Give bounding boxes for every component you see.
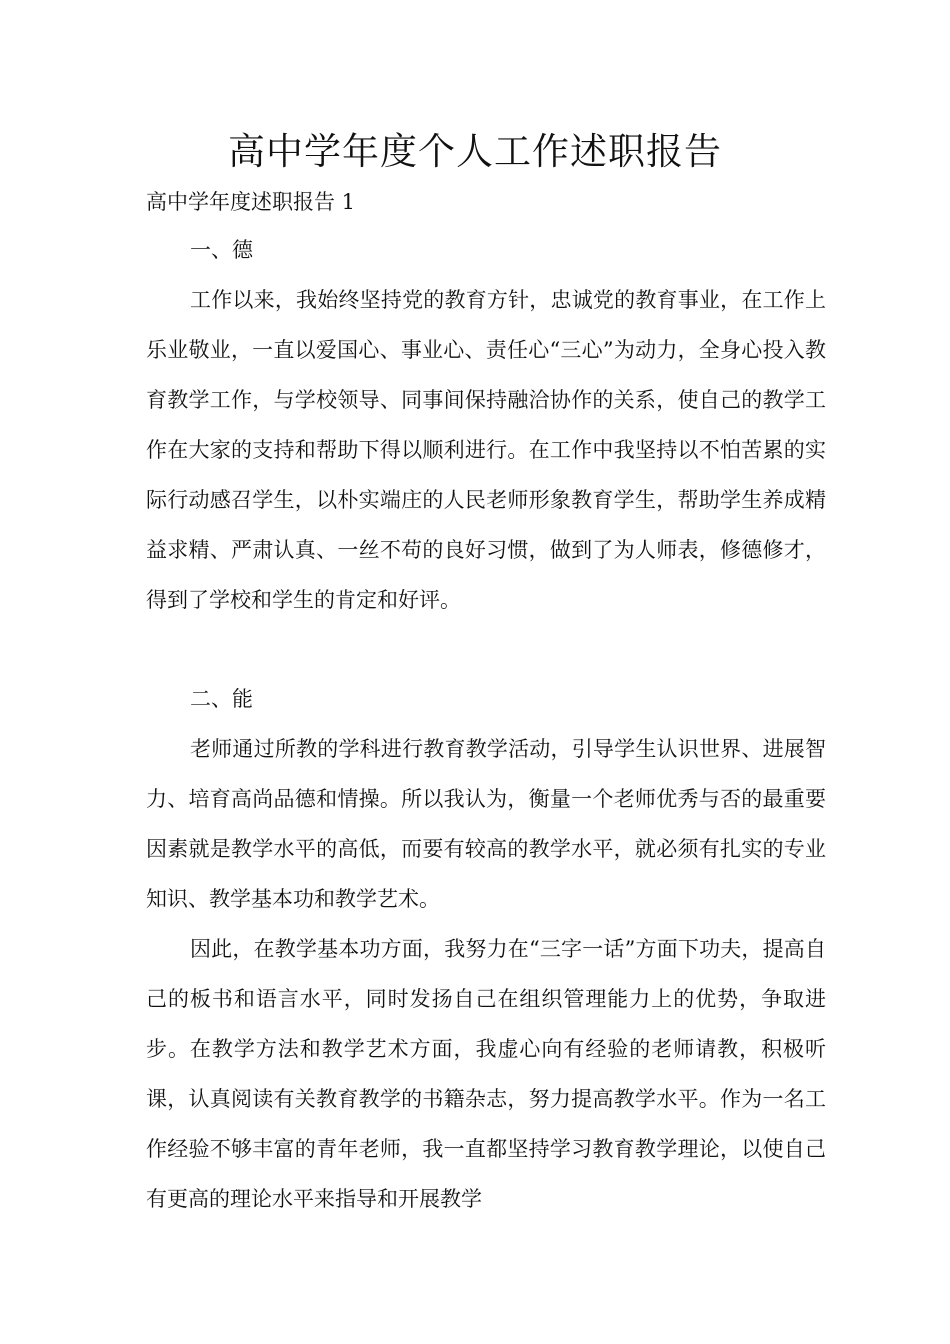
document-title: 高中学年度个人工作述职报告 [228, 130, 722, 173]
paragraph-ability-2: 因此，在教学基本功方面，我努力在“三字一话”方面下功夫，提高自己的板书和语言水平，同时发扬自己在组织管理能力上的优势，争取进步。在教学方法和教学艺术方面，我虚心向有经验的老师请教，积极听课，认真阅读有关教育教学的书籍杂志，努力提高教学水平。作为一名工作经验不够丰富的青年老师，我一直都坚持学习教育教学理论，以使自己有更高的理论水平来指导和开展教学 [146, 937, 826, 1211]
section-heading-ability: 二、能 [190, 687, 253, 711]
report-subtitle: 高中学年度述职报告 1 [146, 190, 356, 214]
paragraph-virtue: 工作以来，我始终坚持党的教育方针，忠诚党的教育事业，在工作上乐业敬业，一直以爱国心、事业心、责任心“三心”为动力，全身心投入教育教学工作，与学校领导、同事间保持融洽协作的关系，使自己的教学工作在大家的支持和帮助下得以顺利进行。在工作中我坚持以不怕苦累的实际行动感召学生，以朴实端庄的人民老师形象教育学生，帮助学生养成精益求精、严肃认真、一丝不苟的良好习惯，做到了为人师表，修德修才，得到了学校和学生的肯定和好评。 [146, 288, 826, 612]
section-heading-virtue: 一、德 [190, 238, 253, 262]
paragraph-ability-1: 老师通过所教的学科进行教育教学活动，引导学生认识世界、进展智力、培育高尚品德和情操。所以我认为，衡量一个老师优秀与否的最重要因素就是教学水平的高低，而要有较高的教学水平，就必须有扎实的专业知识、教学基本功和教学艺术。 [146, 737, 826, 911]
